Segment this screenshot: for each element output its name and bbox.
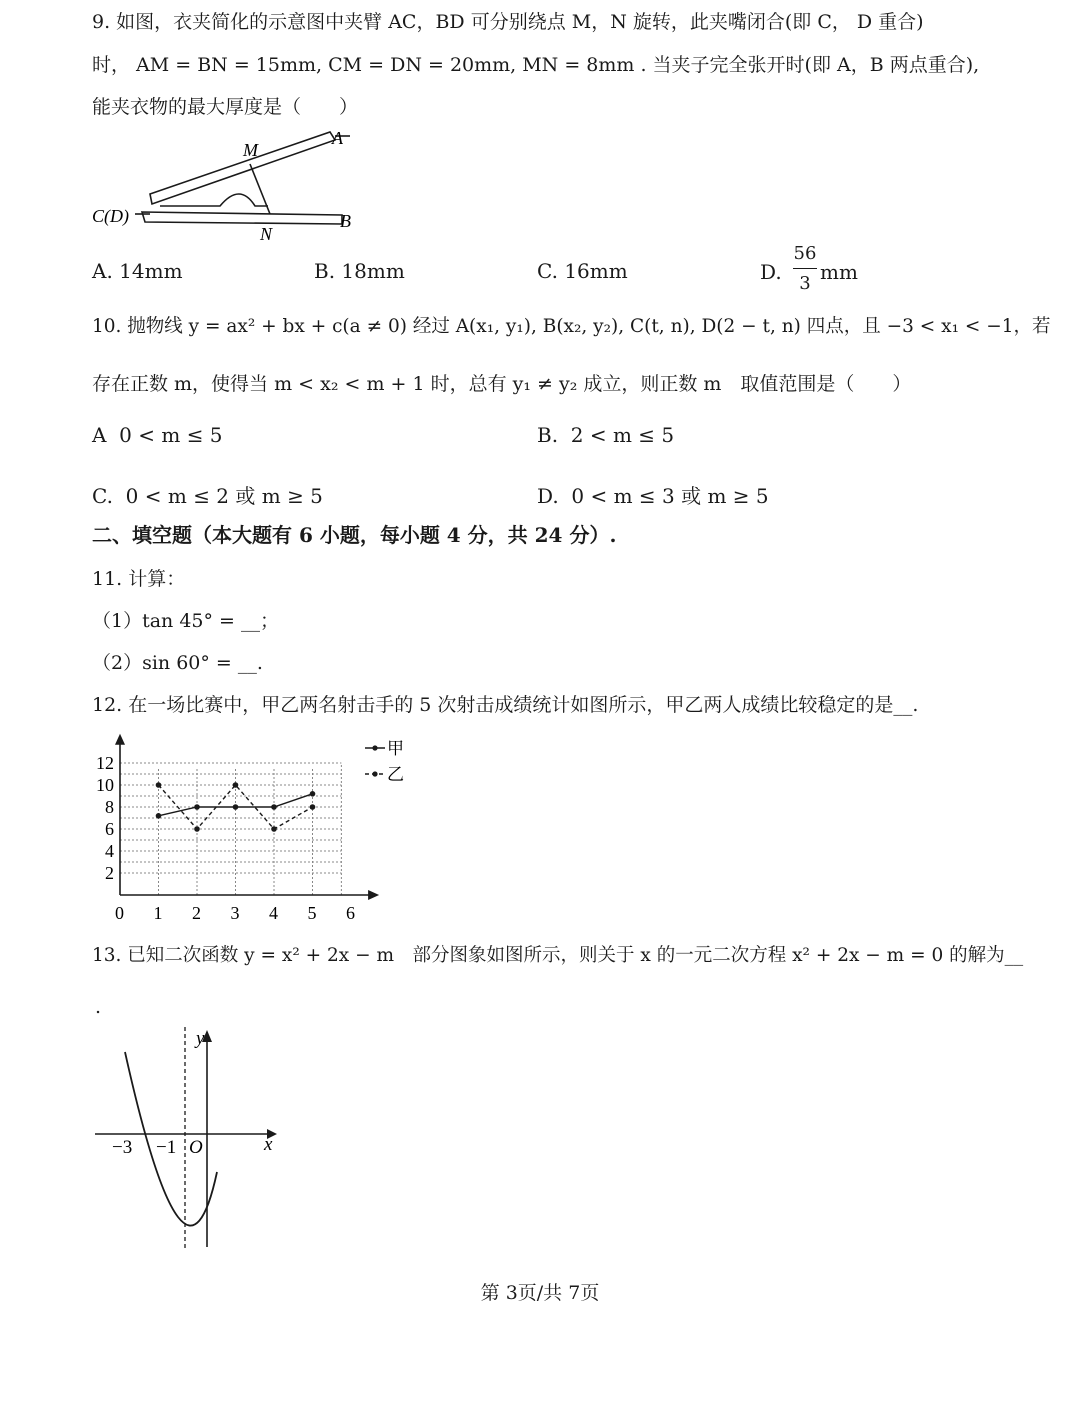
x-tick-label: 5 [307,903,317,923]
legend-label-yi: 乙 [387,765,404,784]
clip-figure [90,122,380,247]
option-text: 16mm [564,259,628,283]
option-text: 0 < m ≤ 5 [119,423,223,447]
data-point-jia [194,804,200,810]
x-tick-label: 3 [230,903,240,923]
option-text: 0 < m ≤ 3 或 m ≥ 5 [571,484,769,508]
option-letter: A [92,423,107,447]
data-point-jia [156,813,162,819]
fraction-numerator: 56 [793,243,817,264]
y-tick-label: 2 [105,863,114,883]
data-point-yi [233,782,239,788]
option-letter: D. [537,484,559,508]
option-letter: B. [537,423,559,447]
label-origin: O [189,1137,203,1158]
chart-axes [115,734,379,900]
y-tick-label: 10 [96,775,114,795]
q11-part2: （2）sin 60° = __. [92,652,263,674]
option-text: 2 < m ≤ 5 [570,423,675,447]
label-x: x [264,1134,273,1155]
option-text: 14mm [119,259,183,283]
q13-text: 13. 已知二次函数 y = x² + 2x − m 部分图象如图所示，则关于 x 的一元二次方程 x² + 2x − m = 0 的解为__ [92,945,1024,966]
y-tick-label: 12 [96,753,114,773]
q10-line1: 10. 抛物线 y = ax² + bx + c(a ≠ 0) 经过 A(x₁, y₁), B(x₂, y₂), C(t, n), D(2 − t, n) 四点，且 −3 < x₁ < −1，若 [92,316,1051,337]
label-y: y [196,1028,205,1049]
option-letter: A. [92,259,113,283]
q12-text: 12. 在一场比赛中，甲乙两名射击手的 5 次射击成绩统计如图所示，甲乙两人成绩比较稳定的是__. [92,694,919,716]
q13-dot: . [95,996,102,1018]
data-point-yi [271,826,277,832]
q9-option-c [537,259,628,283]
score-chart [90,725,430,925]
x-tick-label: 6 [346,903,355,923]
chart-grid [120,763,341,895]
parabola-figure [90,1022,290,1252]
q10-line2: 存在正数 m，使得当 m < x₂ < m + 1 时，总有 y₁ ≠ y₂ 成立，则正数 m 取值范围是（ ） [92,373,912,395]
option-text: 18mm [341,259,405,283]
data-point-jia [310,791,316,797]
chart-tick-labels [96,753,355,923]
fraction-denominator: 3 [799,273,811,294]
data-point-yi [310,804,316,810]
chart-y-arrow [115,734,125,745]
x-tick-label: 1 [153,903,163,923]
q9-line1: 9. 如图，衣夹简化的示意图中夹臂 AC，BD 可分别绕点 M，N 旋转，此夹嘴闭合(即 C， D 重合) [92,11,924,33]
y-tick-label: 4 [105,841,114,861]
data-point-yi [194,826,200,832]
label-neg3: −3 [112,1137,133,1158]
option-letter: C. [92,484,113,508]
data-point-jia [233,804,239,810]
option-unit: mm [820,260,858,284]
q11-part1: （1）tan 45° = __； [92,610,280,632]
option-letter: B. [314,259,336,283]
q9-line3: 能夹衣物的最大厚度是（ ） [92,96,359,118]
option-letter: D. [760,260,782,284]
q10-option-b [537,423,674,447]
chart-x-arrow [368,890,379,900]
label-neg1: −1 [156,1137,177,1158]
x-tick-label: 0 [115,903,124,923]
label-m: M [243,140,258,160]
q9-option-b [314,259,405,283]
label-n: N [260,224,273,244]
y-tick-label: 8 [105,797,114,817]
q9-line2: 时， AM = BN = 15mm, CM = DN = 20mm, MN = 8mm . 当夹子完全张开时(即 A，B 两点重合), [92,54,980,76]
q11-title: 11. 计算： [92,568,186,590]
chart-legend [365,739,404,784]
q10-option-d [537,480,769,509]
q9-option-a [92,259,183,283]
option-letter: C. [537,259,558,283]
q10-option-c [92,480,323,509]
x-tick-label: 4 [269,903,278,923]
section-heading: 二、填空题（本大题有 6 小题，每小题 4 分，共 24 分）. [92,523,617,547]
page-footer: 第 3页/共 7页 [480,1282,600,1304]
option-text: 0 < m ≤ 2 或 m ≥ 5 [125,484,323,508]
clip-arm-lower [142,212,342,224]
legend-dot-yi [372,771,377,776]
legend-dot-jia [372,745,377,750]
q10-option-a [92,423,223,447]
label-cd: C(D) [92,206,129,226]
data-point-jia [271,804,277,810]
y-tick-label: 6 [105,819,114,839]
label-b: B [340,211,351,231]
data-point-yi [156,782,162,788]
x-tick-label: 2 [192,903,201,923]
fraction-bar [793,268,817,269]
label-a: A [332,128,343,148]
legend-label-jia: 甲 [387,739,404,758]
